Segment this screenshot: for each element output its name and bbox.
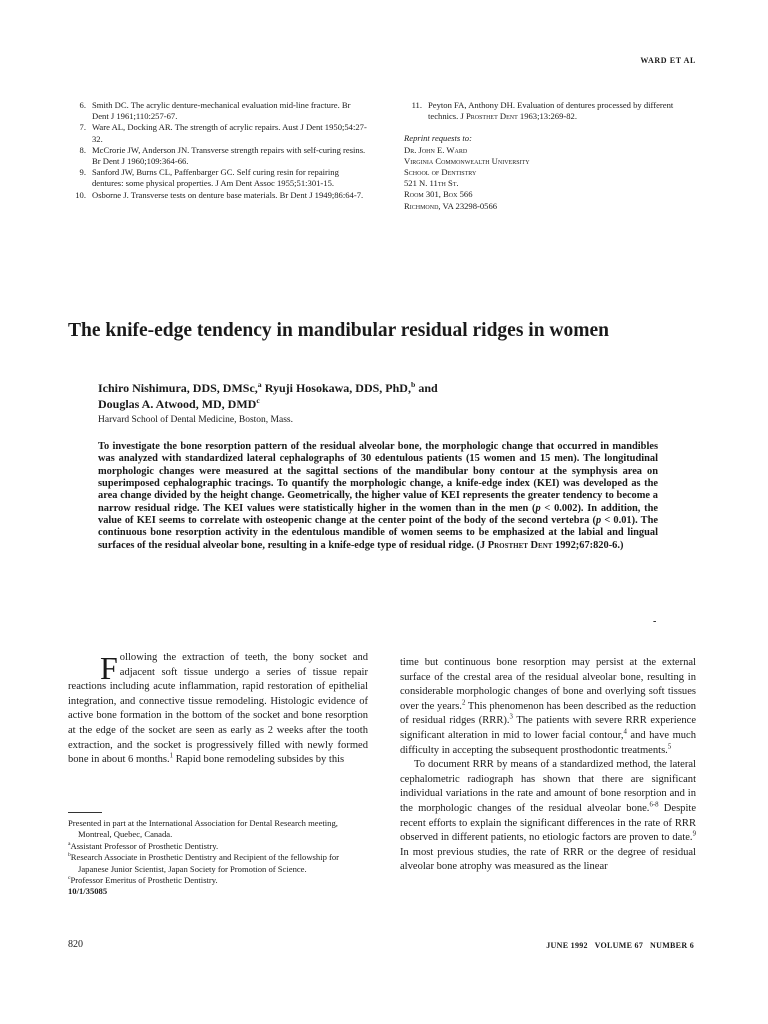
author-list (98, 380, 658, 412)
author-affiliation-mark: a (257, 380, 262, 389)
reprint-line: 521 N. 11th St. (404, 178, 459, 189)
body-text: The patients with severe RRR experience significant alteration in mid to lower facial contour, (400, 715, 696, 741)
citation-mark: 5 (667, 743, 672, 751)
body-text: To document RRR by means of a standardized method, the lateral cephalometric radiograph has shown that there are significant individual variations in the rate and amount of bone resorption and in the morphologic changes of the residual alveolar bone. (400, 759, 696, 814)
footnote (68, 841, 368, 852)
author-name: Ichiro Nishimura, DDS, DMSc, (98, 381, 258, 395)
body-text: In most previous studies, the rate of RRR or the degree of residual alveolar bone atrophy was measured as the linear (400, 846, 696, 873)
reference-item (68, 100, 368, 122)
references-left (68, 100, 368, 201)
body-column-left (68, 651, 368, 768)
body-text: and have much difficulty in accepting the subsequent prosthodontic treatments. (400, 729, 696, 756)
author-affiliation-mark: b (410, 380, 416, 389)
body-text: ollowing the extraction of teeth, the bony socket and adjacent soft tissue undergo a series of tissue repair reactions including acute inflammation, rapid restoration of epithelial integration, and connective tissue remodeling. Histologic evidence of active bone formation in the bottom of the socket and bone resorption at the edge of the socket are seen as early as 2 weeks after the tooth extraction, and the socket is progressively filled with newly formed bone in about 6 months. (68, 652, 368, 766)
article-code: 10/1/35085 (68, 886, 108, 897)
footnotes (68, 818, 368, 898)
abstract-variable: p (595, 515, 602, 527)
reference-text-part: 1963;13:269-82. (517, 111, 577, 122)
reference-text: Smith DC. The acrylic denture-mechanical evaluation mid-line fracture. Br Dent J 1961;110:257-67. (92, 100, 351, 122)
citation-mark: 1 (169, 752, 174, 760)
body-text: time but continuous bone resorption may persist at the external surface of the crestal area of the residual alveolar bone, resulting in considerable morphologic changes of bone and overlying soft tissues over the years. (400, 657, 696, 712)
reference-item (68, 190, 368, 201)
reference-text (428, 100, 700, 122)
body-text: Despite recent efforts to explain the significant differences in the rate of RRR observed in different patients, no etiologic factors are proven to date. (400, 802, 696, 844)
stray-mark: - (653, 616, 657, 627)
abstract (98, 441, 658, 552)
footnote-text: Professor Emeritus of Prosthetic Dentistry. (70, 875, 218, 886)
reprint-line: Room 301, Box 566 (404, 189, 473, 200)
reference-text: McCrorie JW, Anderson JN. Transverse strength repairs with self-curing resins. Br Dent J 1960;109:364-66. (92, 144, 366, 167)
footnote-mark: c (68, 875, 71, 882)
footnote-mark: b (68, 852, 71, 859)
reference-number: 10. (75, 189, 86, 200)
references-right (404, 100, 700, 212)
abstract-text: To investigate the bone resorption pattern of the residual alveolar bone, the morphologic change that occurred in mandibles was analyzed with standardized lateral cephalographs of 30 edentulous patients (15 women and 15 men). The longitudinal morphologic changes were measured at the sagittal sections of the mandibular bony contour at the symphysis area on superimposed cephalographic tracings. To quantify the morphologic change, a knife-edge index (KEI) was developed as the area change divided by the height change. Geometrically, the higher value of KEI represents the greater tendency to become a narrow residual ridge. The KEI values were statistically higher in the women than in the men ( (98, 441, 658, 514)
body-text: Rapid bone remodeling subsides by this (173, 754, 345, 766)
drop-cap: F (100, 650, 118, 686)
footnote (68, 852, 368, 875)
reference-number: 11. (411, 100, 422, 110)
abstract-variable: p (535, 502, 541, 514)
reference-item (68, 145, 368, 167)
journal-name: Prosthet Dent (465, 111, 518, 122)
body-column-right (400, 656, 696, 875)
page-number: 820 (68, 939, 83, 950)
reference-number: 8. (79, 144, 86, 155)
reference-text: Osborne J. Transverse tests on denture base materials. Br Dent J 1949;86:64-7. (92, 189, 364, 200)
citation-mark: 2 (461, 699, 466, 707)
running-head: WARD ET AL (640, 56, 696, 65)
article-title: The knife-edge tendency in mandibular residual ridges in women (68, 320, 610, 341)
author-conjunction: and (415, 381, 438, 395)
reference-item (404, 100, 700, 122)
author-name: Douglas A. Atwood, MD, DMD (98, 397, 257, 411)
body-paragraph (400, 656, 696, 758)
body-paragraph (68, 651, 368, 768)
reference-text: Sanford JW, Burns CL, Paffenbarger GC. Self curing resin for repairing dentures: some physical properties. J Am Dent Assoc 1955;51:301-15. (92, 167, 339, 189)
body-paragraph (400, 758, 696, 875)
reference-number: 6. (79, 100, 86, 110)
abstract-text: < 0.01). The continuous bone resorption activity in the edentulous mandible of women seems to be emphasized at the labial and lingual surfaces of the residual alveolar bone, resulting in a knife-edge type of residual ridge. (J (98, 515, 658, 551)
reference-number: 9. (79, 167, 86, 178)
reprint-line: Dr. John E. Ward (404, 144, 468, 155)
reference-item (68, 167, 368, 189)
reference-number: 7. (79, 122, 86, 133)
reprint-line: Richmond, VA 23298-0566 (404, 200, 498, 211)
abstract-text: 1992;67:820-6.) (552, 539, 624, 551)
author-name: Ryuji Hosokawa, DDS, PhD, (261, 381, 411, 395)
reference-text: Ware AL, Docking AR. The strength of acrylic repairs. Aust J Dent 1950;54:27-32. (92, 122, 367, 144)
reprint-label: Reprint requests to: (404, 133, 472, 144)
footnote (68, 875, 368, 886)
footnote-rule (68, 812, 102, 813)
reprint-requests (404, 133, 700, 211)
journal-name: Prosthet Dent (487, 539, 553, 551)
reference-item (68, 122, 368, 144)
reference-text-part: Peyton FA, Anthony DH. Evaluation of dentures processed by different technics. J (428, 100, 674, 122)
reprint-line: School of Dentistry (404, 167, 477, 178)
footnote-mark: a (68, 840, 71, 847)
footnote: Presented in part at the International Association for Dental Research meeting, Montreal, Quebec, Canada. (68, 818, 338, 840)
footnote-text: Assistant Professor of Prosthetic Dentistry. (70, 840, 219, 851)
citation-mark: 4 (623, 728, 627, 736)
footnote-text: Research Associate in Prosthetic Dentistry and Recipient of the fellowship for Japanese Junior Scientist, Japan Society for Promotion of Science. (70, 852, 340, 874)
journal-issue-info: JUNE 1992 VOLUME 67 NUMBER 6 (546, 941, 694, 950)
affiliation: Harvard School of Dental Medicine, Boston, Mass. (98, 415, 293, 425)
reprint-line: Virginia Commonwealth University (404, 155, 530, 166)
citation-mark: 3 (509, 713, 513, 721)
body-text: This phenomenon has been described as the reduction of residual ridges (RRR). (400, 700, 697, 727)
author-affiliation-mark: c (256, 396, 260, 405)
citation-mark: 6-8 (649, 801, 659, 809)
citation-mark: 9 (692, 830, 696, 838)
abstract-text: < 0.002). In addition, the value of KEI seems to correlate with osteopenic change at the center point of the body of the second vertebra ( (98, 502, 659, 527)
